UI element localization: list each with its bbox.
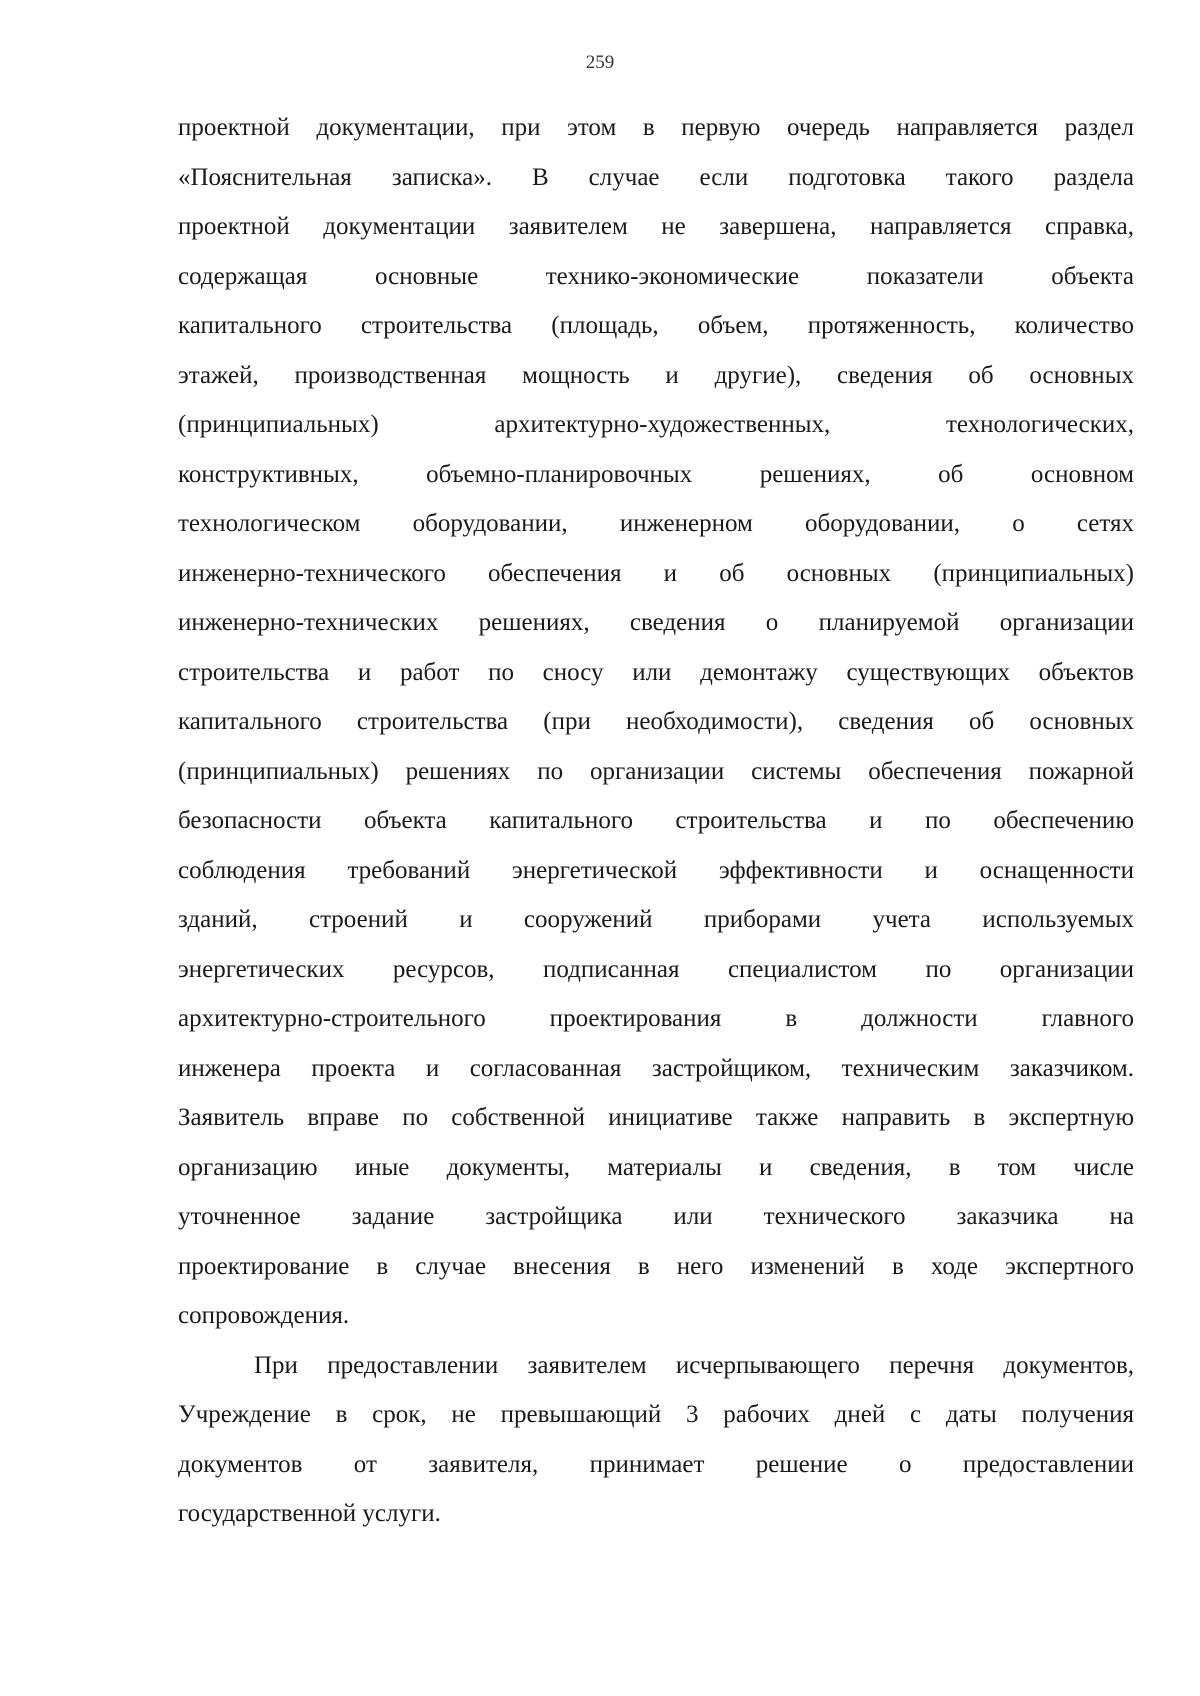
text-line: архитектурно-строительного проектирования в должности главного (178, 1005, 1134, 1032)
text-line: капитального строительства (площадь, объем, протяженность, количество (178, 312, 1134, 339)
text-line: этажей, производственная мощность и другие), сведения об основных (178, 361, 1134, 389)
text-line: конструктивных, объемно-планировочных решениях, об основном (178, 460, 1134, 488)
text-line: инженера проекта и согласованная застройщиком, техническим заказчиком. (178, 1054, 1134, 1082)
text-line: Учреждение в срок, не превышающий 3 рабочих дней с даты получения (178, 1401, 1134, 1428)
text-line: энергетических ресурсов, подписанная специалистом по организации (178, 955, 1134, 983)
document-body (178, 103, 1134, 1539)
text-line: зданий, строений и сооружений приборами учета используемых (178, 906, 1134, 933)
paragraph-end-line: государственной услуги. (178, 1500, 441, 1527)
text-line: «Пояснительная записка». В случае если подготовка такого раздела (178, 163, 1134, 191)
text-line: соблюдения требований энергетической эффективности и оснащенности (178, 856, 1134, 884)
paragraph-end-line: сопровождения. (178, 1302, 350, 1329)
text-line: инженерно-технических решениях, сведения о планируемой организации (178, 609, 1134, 636)
text-line: содержащая основные технико-экономические показатели объекта (178, 262, 1134, 290)
text-line: строительства и работ по сносу или демонтажу существующих объектов (178, 658, 1134, 686)
text-line: капитального строительства (при необходимости), сведения об основных (178, 708, 1134, 735)
text-line: безопасности объекта капитального строительства и по обеспечению (178, 807, 1134, 834)
text-line: уточненное задание застройщика или технического заказчика на (178, 1203, 1134, 1230)
text-line: технологическом оборудовании, инженерном оборудовании, о сетях (178, 510, 1134, 537)
text-line: проектной документации, при этом в первую очередь направляется раздел (178, 114, 1134, 141)
text-line: (принципиальных) решениях по организации системы обеспечения пожарной (178, 757, 1134, 785)
page-number: 259 (585, 52, 615, 73)
paragraph-start-line: При предоставлении заявителем исчерпывающего перечня документов, (254, 1351, 1134, 1379)
text-line: инженерно-технического обеспечения и об основных (принципиальных) (178, 559, 1134, 587)
text-line: документов от заявителя, принимает решение о предоставлении (178, 1450, 1134, 1478)
text-line: организацию иные документы, материалы и сведения, в том числе (178, 1153, 1134, 1181)
text-line: проектной документации заявителем не завершена, направляется справка, (178, 213, 1134, 240)
text-line: проектирование в случае внесения в него изменений в ходе экспертного (178, 1252, 1134, 1280)
text-line: Заявитель вправе по собственной инициативе также направить в экспертную (178, 1104, 1134, 1131)
text-line: (принципиальных) архитектурно-художественных, технологических, (178, 411, 1134, 438)
